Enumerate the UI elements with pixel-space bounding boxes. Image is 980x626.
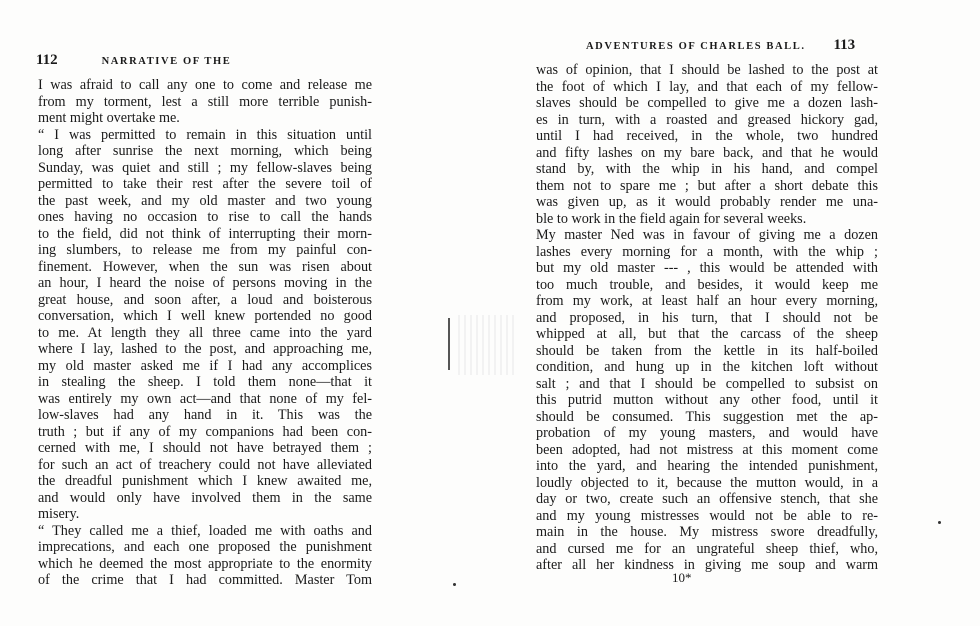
text-line: this putrid mutton without any other food, until it (536, 392, 878, 408)
text-line: into the yard, and hearing the intended punishment, (536, 458, 878, 474)
text-line: but my old master ‐‐‐ , this would be attended with (536, 260, 878, 276)
text-line: of the crime that I had committed. Master Tom (38, 572, 372, 588)
text-line: cerned with me, I should not have betrayed them ; (38, 440, 372, 456)
text-line: which he deemed the most appropriate to the enormity (38, 555, 372, 572)
left-running-header (36, 52, 231, 69)
text-line: an hour, I heard the noise of persons moving in the (38, 275, 372, 291)
text-line: “ I was permitted to remain in this situation until (38, 126, 372, 143)
text-line: to the field, did not think of interrupting their morn- (38, 225, 372, 242)
text-line: day or two, create such an offensive stench, that she (536, 491, 878, 507)
right-body-text (536, 62, 878, 574)
gutter-bleed (458, 315, 518, 375)
right-page-number: 113 (833, 37, 856, 53)
text-line: stand by, with the whip in his hand, and compel (536, 161, 878, 177)
text-line: probation of my young masters, and would have (536, 425, 878, 441)
text-line: finement. However, when the sun was risen about (38, 258, 372, 275)
text-line: salt ; and that I should be compelled to subsist on (536, 375, 878, 392)
text-line: My master Ned was in favour of giving me a dozen (536, 227, 878, 243)
speck (453, 583, 456, 586)
text-line: es in turn, with a roasted and greased hickory gad, (536, 111, 878, 128)
text-line: low-slaves had any hand in it. This was the (38, 407, 372, 423)
text-line: great house, and soon after, a loud and boisterous (38, 291, 372, 308)
left-running-head: NARRATIVE OF THE (101, 56, 232, 67)
text-line: ble to work in the field again for several weeks. (536, 210, 807, 227)
gutter-rule (448, 318, 450, 370)
text-line: condition, and hung up in the kitchen loft without (536, 359, 878, 375)
text-line: loudly objected to it, because the mutton would, in a (536, 474, 878, 491)
left-page-number: 112 (36, 52, 58, 68)
text-line: whipped at all, but that the carcass of the sheep (536, 326, 878, 342)
text-line: and fifty lashes on my bare back, and that he would (536, 144, 878, 161)
text-line: to me. At length they all three came into the yard (38, 324, 372, 341)
signature-mark: 10* (672, 570, 692, 585)
text-line: imprecations, and each one proposed the punishment (38, 539, 372, 555)
text-line: the past week, and my old master and two young (38, 192, 372, 209)
text-line: and cursed me for an ungrateful sheep thief, who, (536, 540, 878, 557)
text-line: Sunday, was quiet and still ; my fellow-slaves being (38, 159, 372, 176)
text-line: after all her kindness in giving me soup and warm (536, 557, 878, 573)
text-line: lashes every morning for a month, with the whip ; (536, 243, 878, 260)
text-line: should be taken from the kettle in its half-boiled (536, 342, 878, 359)
text-line: should be consumed. This suggestion met the ap- (536, 408, 878, 425)
text-line: from my torment, lest a still more terrible punish- (38, 93, 372, 110)
text-line: was given up, as it would probably render me una- (536, 194, 878, 210)
text-line: slaves should be compelled to give me a dozen lash- (536, 95, 878, 111)
text-line: for such an act of treachery could not have alleviated (38, 456, 372, 473)
text-line: main in the house. My mistress swore dreadfully, (536, 524, 878, 540)
text-line: truth ; but if any of my companions had been con- (38, 423, 372, 440)
text-line: too much trouble, and besides, it would keep me (536, 276, 878, 293)
text-line: from my work, at least half an hour every morning, (536, 293, 878, 309)
text-line: was of opinion, that I should be lashed to the post at (536, 62, 878, 78)
speck (938, 521, 941, 524)
text-line: I was afraid to call any one to come and release me (38, 77, 372, 93)
text-line: ment might overtake me. (38, 110, 180, 126)
text-line: in stealing the sheep. I told them none—that it (38, 374, 372, 390)
right-running-header (586, 37, 855, 54)
text-line: the dreadful punishment which I knew awaited me, (38, 473, 372, 489)
text-line: conversation, which I well knew portended no good (38, 308, 372, 324)
text-line: long after sunrise the next morning, which being (38, 143, 372, 159)
text-line: and proposed, in his turn, that I should not be (536, 309, 878, 326)
text-line: ing slumbers, to release me from my painful con- (38, 242, 372, 258)
text-line: was entirely my own act—and that none of my fel- (38, 390, 372, 407)
text-line: been adopted, had not mistress at this moment come (536, 441, 878, 458)
text-line: misery. (38, 506, 80, 522)
text-line: them not to spare me ; but after a short debate this (536, 177, 878, 194)
right-running-head: ADVENTURES OF CHARLES BALL. (586, 41, 806, 52)
text-line: “ They called me a thief, loaded me with oaths and (38, 522, 372, 539)
text-line: the foot of which I lay, and that each of my fellow- (536, 78, 878, 95)
text-line: until I had received, in the whole, two hundred (536, 128, 878, 144)
left-body-text (38, 77, 372, 589)
text-line: where I lay, lashed to the post, and approaching me, (38, 341, 372, 357)
text-line: permitted to take their rest after the severe toil of (38, 176, 372, 192)
text-line: my old master asked me if I had any accomplices (38, 357, 372, 374)
text-line: ones having no occasion to rise to call the hands (38, 209, 372, 225)
text-line: and would only have involved them in the same (38, 489, 372, 506)
text-line: and my young mistresses would not be able to re- (536, 507, 878, 524)
